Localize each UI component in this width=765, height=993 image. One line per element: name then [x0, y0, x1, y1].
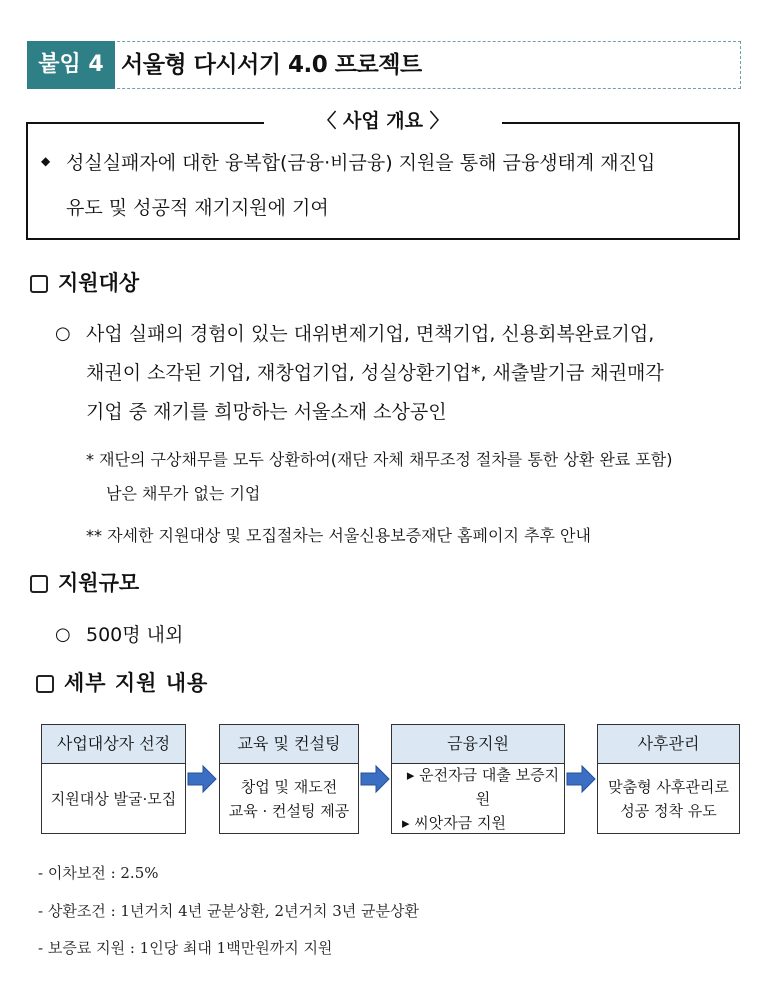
target-text-line3: 기업 중 재기를 희망하는 서울소재 소상공인: [86, 401, 447, 423]
flow-step-body: [220, 764, 358, 834]
page-title: 서울형 다시서기 4.0 프로젝트: [121, 52, 422, 78]
section-target-heading: 지원대상: [30, 268, 139, 298]
flow-step-body: [42, 764, 185, 834]
target-text-line1: 사업 실패의 경험이 있는 대위변제기업, 면책기업, 신용회복완료기업,: [86, 323, 655, 345]
checkbox-square-icon: [30, 575, 48, 593]
section-details-heading: 세부 지원 내용: [36, 668, 208, 698]
overview-text-line1: 성실실패자에 대한 융복합(금융·비금융) 지원을 통해 금융생태계 재진입: [66, 152, 656, 174]
footnote-interest: - 이차보전 : 2.5%: [38, 864, 159, 882]
footnote-guarantee-fee: - 보증료 지원 : 1인당 최대 1백만원까지 지원: [38, 939, 333, 957]
flow-step-title: 사후관리: [598, 725, 739, 764]
title-badge: 붙임 4: [27, 41, 115, 89]
target-note1-line2: 남은 채무가 없는 기업: [106, 484, 261, 503]
flow-step-title: 금융지원: [392, 725, 564, 764]
checkbox-square-icon: [30, 275, 48, 293]
overview-box: [26, 122, 740, 240]
target-note2: ** 자세한 지원대상 및 모집절차는 서울신용보증재단 홈페이지 추후 안내: [86, 526, 591, 545]
flow-step-selection: [41, 724, 186, 834]
flow-step-line: ▸ 운전자금 대출 보증지원: [406, 766, 560, 808]
right-arrow-icon: [565, 763, 597, 795]
right-arrow-icon: [359, 763, 391, 795]
flow-step-body: [392, 764, 564, 834]
flow-step-education: [219, 724, 359, 834]
circle-bullet-icon: ○: [55, 323, 71, 344]
section-scale-heading: 지원규모: [30, 568, 139, 598]
flow-step-finance: [391, 724, 565, 834]
target-text-line2: 채권이 소각된 기업, 재창업기업, 성실상환기업*, 새출발기금 채권매각: [86, 362, 664, 384]
right-arrow-icon: [186, 763, 218, 795]
flow-step-title: 교육 및 컨설팅: [220, 725, 358, 764]
circle-bullet-icon: ○: [55, 624, 71, 645]
flow-step-line: 지원대상 발굴·모집: [50, 790, 177, 808]
flow-step-line: 맞춤형 사후관리로: [608, 778, 729, 796]
checkbox-square-icon: [36, 675, 54, 693]
flow-step-line: 교육 · 컨설팅 제공: [228, 802, 350, 820]
flow-step-line: ▸ 씨앗자금 지원: [402, 814, 507, 832]
target-note1-line1: * 재단의 구상채무를 모두 상환하여(재단 자체 채무조정 절차를 통한 상환 완료 포함): [86, 450, 673, 469]
flow-step-line: 창업 및 재도전: [240, 778, 338, 796]
flow-step-title: 사업대상자 선정: [42, 725, 185, 764]
flow-step-aftercare: [597, 724, 740, 834]
scale-text: 500명 내외: [86, 624, 184, 646]
flow-step-line: 성공 정착 유도: [620, 802, 717, 820]
flow-step-body: [598, 764, 739, 834]
overview-label: 〈 사업 개요 〉: [264, 107, 502, 135]
diamond-bullet-icon: ◆: [41, 154, 51, 168]
footnote-repayment: - 상환조건 : 1년거치 4년 균분상환, 2년거치 3년 균분상환: [38, 902, 420, 920]
overview-text-line2: 유도 및 성공적 재기지원에 기여: [66, 197, 329, 219]
